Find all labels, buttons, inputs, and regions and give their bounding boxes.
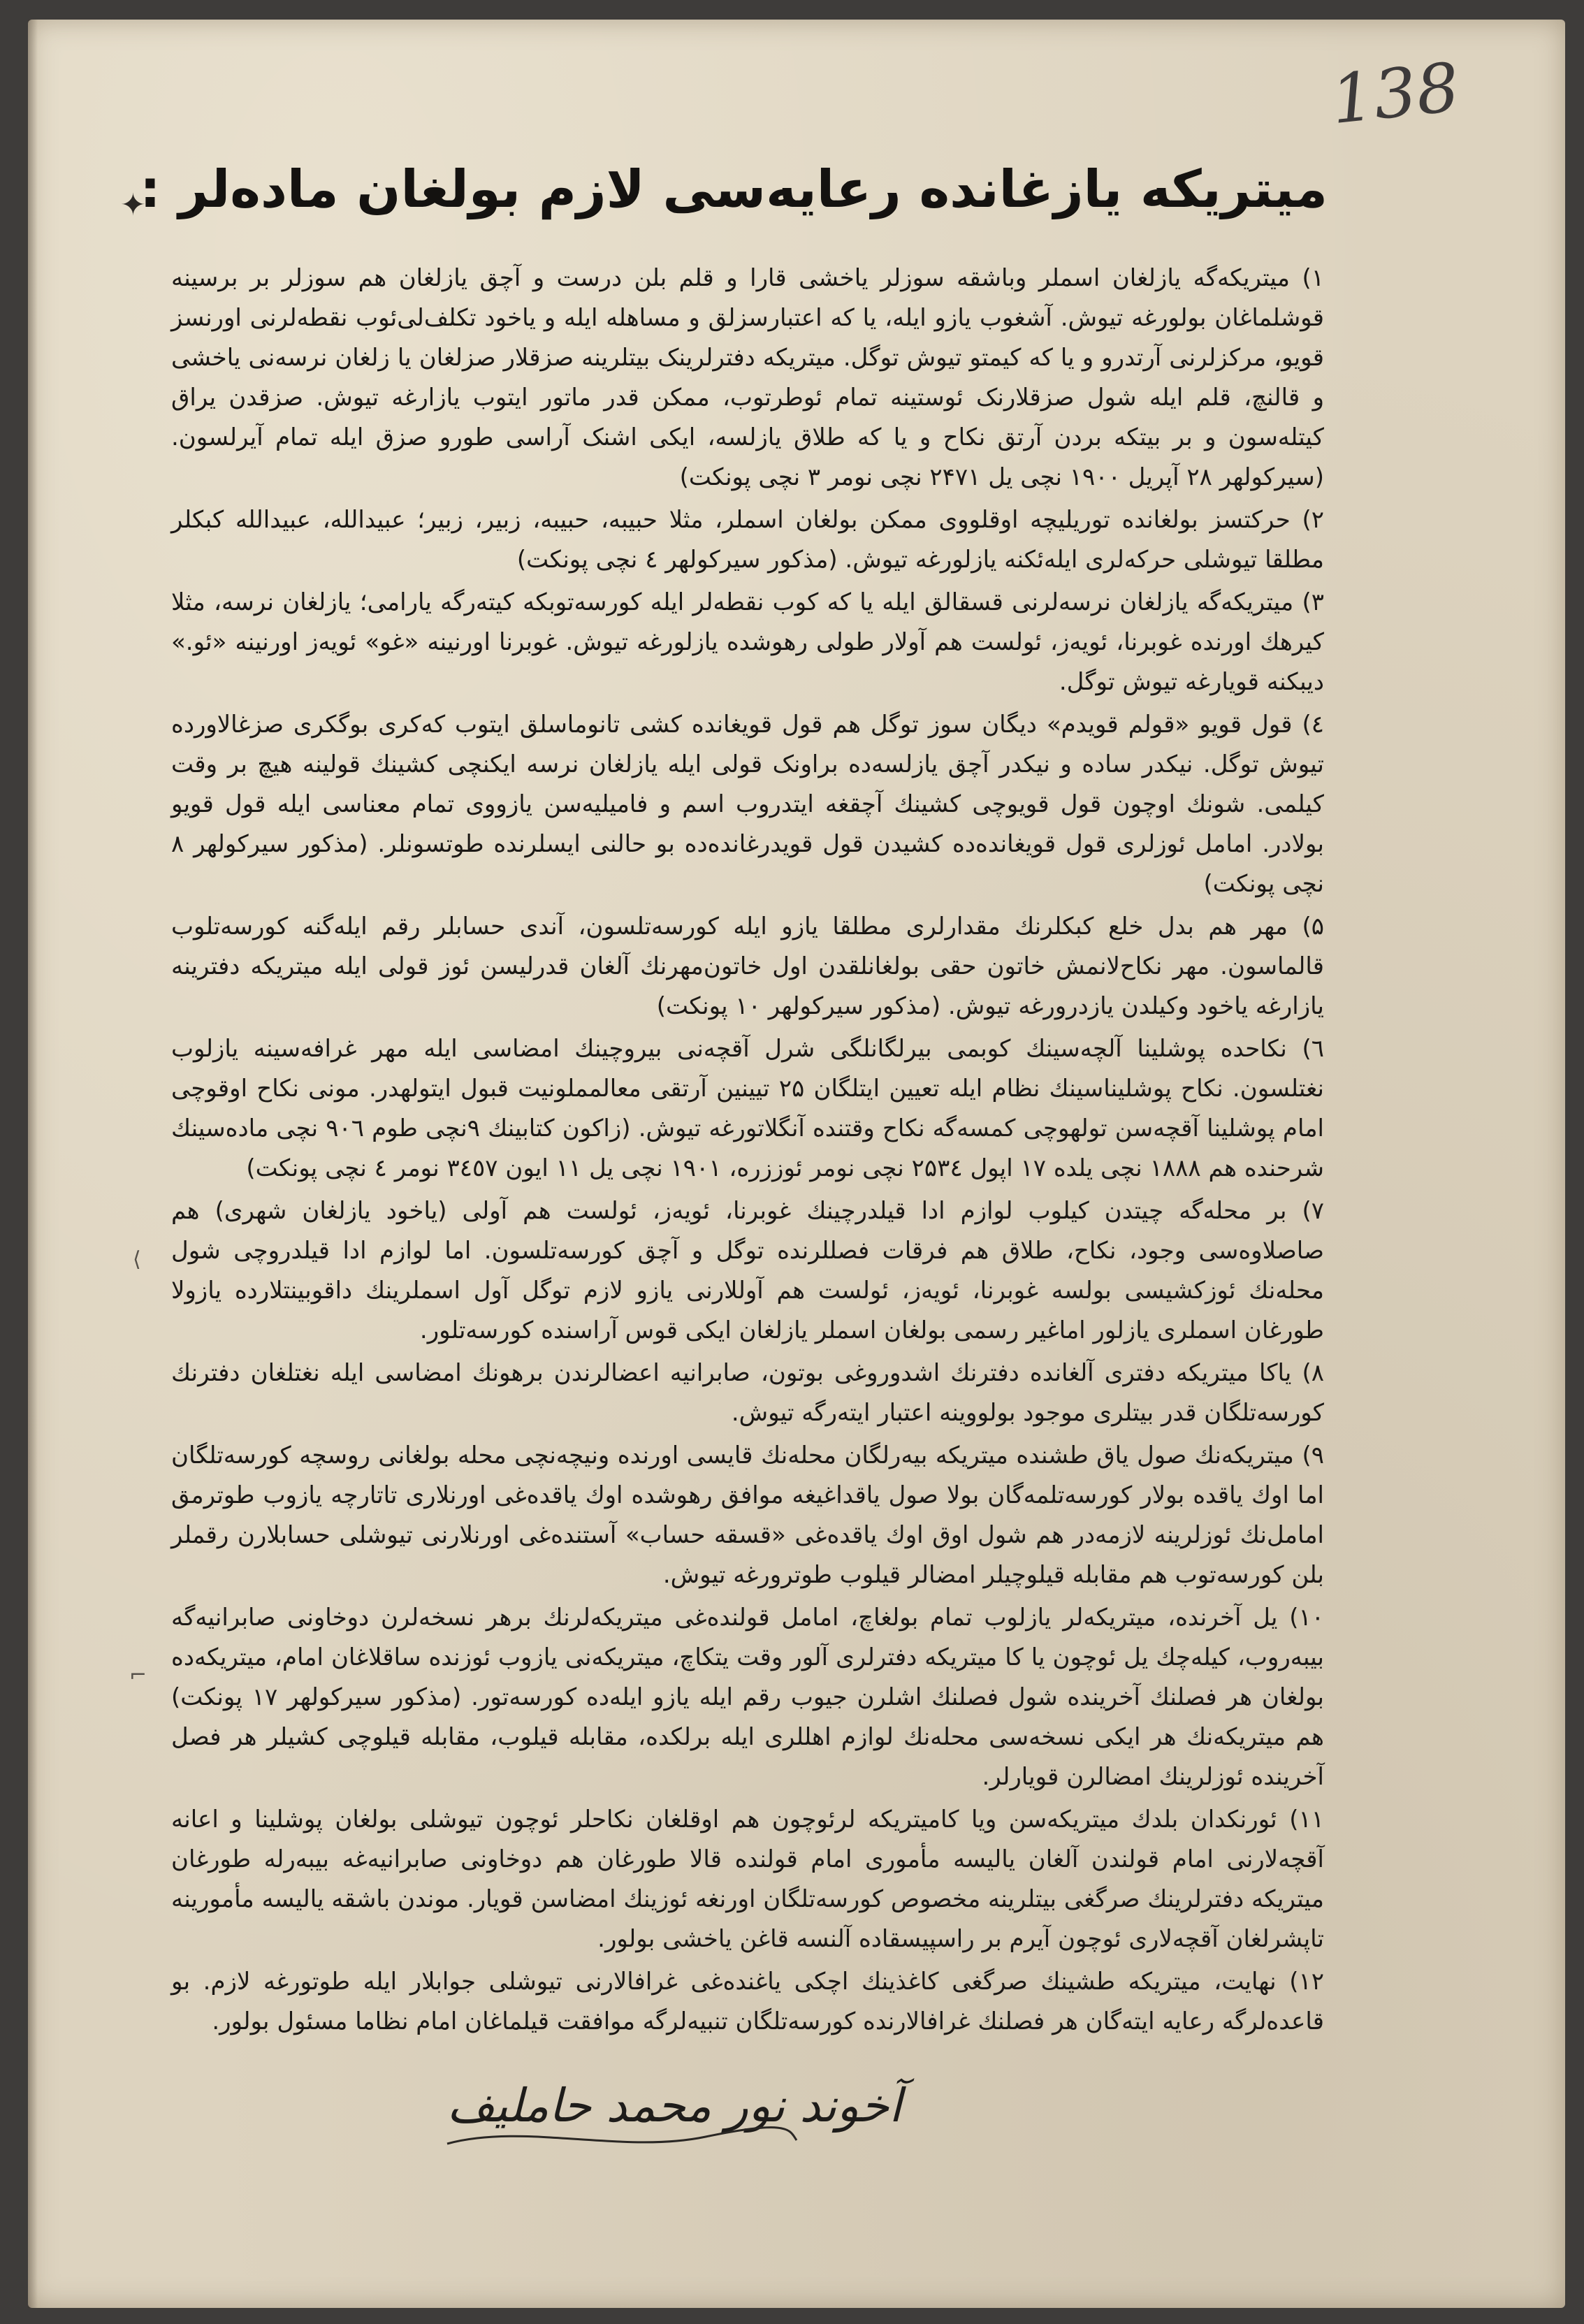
signature-flourish — [440, 2116, 804, 2158]
paragraph-2: ۲) حرکتسز بولغانده توریلیچه اوقلووی ممکن بولغان اسملر، مثلا حبیبه، حبیبه، زبیر، زبیر؛ عبیدالله، عبیدالله کبکلر مطلقا تیوشلی حرکه‌لری ایله‌ئکنه یازلورغه تیوش. (مذکور سیرکولهر ٤ نچی پونکت) — [171, 506, 1324, 574]
page-binding-shadow — [28, 20, 38, 2308]
paragraph-3: ۳) میتریکه‌گه یازلغان نرسه‌لرنی قسقالق ایله یا که کوب نقطه‌لر ایله کورسه‌توبکه کیته‌رگه یارامی؛ یازلغان نرسه، مثلا کیرهك اورنده غوبرنا، ئویه‌ز، ئولست هم آولار طولی رهوشده یازلورغه تیوش. غوبرنا اورنینه «غو» ئویه‌ز اورنینه «ئو.» دیبکنه قویارغه تیوش توگل. — [171, 588, 1324, 696]
paragraph-4: ٤) قول قویو «قولم قویدم» دیگان سوز توگل هم قول قویغانده کشی تانوماسلق ایتوب که‌کری بوگکری صزغالاورده تیوش توگل. نیکدر ساده و نیکدر آچق یازلسه‌ده براونک قولی ایله یازلغان نرسه ایکنچی کشینك قولینه هیچ بر وقت کیلمی. شونك اوچون قول قویوچی کشینك آچقغه ایتدروب اسم و فامیلیه‌سن یازووی تمام معناسی ایله قول قویو بولادر. امامل ئوزلری قول قویغانده‌ده کشیدن قول قویدرغانده‌ده بو حالنی ایسلرنده طوتسونلر. (مذکور سیرکولهر ۸ نچی پونکت) — [171, 711, 1324, 898]
title-margin-mark: ✦ — [120, 187, 146, 223]
paragraph-7: ۷) بر محله‌گه چیتدن کیلوب لوازم ادا قیلدرچینك غوبرنا، ئویه‌ز، ئولست هم آولی (یاخود یازلغان شهری) هم صاصلاوه‌سی وجود، نکاح، طلاق هم فرقات فصللرنده توگل و آچق کورسه‌تلسون. اما لوازم ادا قیلدروچی شول محله‌نك ئوزکشیسی بولسه غوبرنا، ئویه‌ز، ئولست هم آوللارنی یازو لازم توگل آول اسملرینك داقوبینتلارده یازولا طورغان اسملری یازلور اماغیر رسمی بولغان اسملر یازلغان ایکی قوس آراسنده کورسه‌تلور. — [171, 1197, 1324, 1344]
document-title: میتریکه یازغانده رعایه‌سی لازم بولغان ماده‌لر : — [140, 159, 1328, 219]
paragraph-9: ۹) میتریکه‌نك صول یاق طشنده میتریکه بیه‌رلگان محله‌نك قایسی اورنده ونیچه‌نچی محله بولغانی روسچه کورسه‌تلگان اما اوك یاقده بولار کورسه‌تلمه‌گان بولا صول یاقداغیغه موافق رهوشده اوك یاقده‌غی اورنلاری تاتارچه یازوب طوترمق امامل‌نك ئوزلرینه لازمه‌در هم شول اوق اوك یاقده‌غی «قسقه حساب» آستنده‌غی اورنلارنی تیوشلی حسابلارن رقملر بلن کورسه‌توب هم مقابله قیلوچیلر امضالر قیلوب طوترورغه تیوش. — [171, 1441, 1324, 1589]
paragraph-12: ۱۲) نهایت، میتریکه طشینك صرگغی کاغذینك اچکی یاغنده‌غی غرافالارنی تیوشلی جوابلار ایله طوتورغه لازم. بو قاعده‌لرگه رعایه ایته‌گان هر فصلنك غرافالارنده کورسه‌تلگان تنبیه‌لرگه موافقت قیلماغان امام نظاما مسئول بولور. — [171, 1968, 1324, 2035]
paragraph-11: ۱۱) ئورنکدان بلدك میتریکه‌سن ویا کامیتریکه لرئوچون هم اوقلغان نکاحلر ئوچون تیوشلی بولغان پوشلینا و اعانه آقچه‌لارنی امام قولندن آلغان یالیسه مأموری امام قولنده قالا طورغان هم دوخاونی صابرانیه‌غه بیبه‌رله طورغان میتریکه دفترلرینك صرگغی بیتلرینه مخصوص کورسه‌تلگان اورنغه ئوزینك امضاسن قویار. موندن باشقه یالیسه مأمورینه تاپشرلغان آقچه‌لاری ئوچون آیرم بر راسپیسقاده آلنسه قاغن یاخشی بولور. — [171, 1806, 1324, 1953]
margin-bracket-mark: ⟨ — [133, 1247, 141, 1272]
paragraph-1: ۱) میتریکه‌گه یازلغان اسملر وباشقه سوزلر یاخشی قارا و قلم بلن درست و آچق یازلغان هم سوزلر بر برسینه قوشلماغان بولورغه تیوش. آشغوب یازو ایله، یا که اعتبارسزلق و مساهله ایله و یاخود تکلف‌لی‌ئوب نقطه‌لرنی اورنسز قویو، مرکزلرنی آرتدرو و یا که کیمتو تیوش توگل. میتریکه دفترلرینک بیتلرینه صزقلار صزلغان یا زلغان نرسه‌نی یاخشی و قالنچ، قلم ایله شول صزقلارنک ئوستینه تمام ئوطرتوب، ممکن قدر ماتور ایتوب یازارغه تیوش. صزقدن یراق کیتله‌سون و بر بیتکه بردن آرتق نکاح و یا که طلاق یازلسه، ایکی اشنک آراسی طورو صزق ایله تمام آیرلسون. (سیرکولهر ۲۸ آپریل ۱۹۰۰ نچی یل ۲۴۷۱ نچی نومر ۳ نچی پونکت) — [171, 264, 1324, 491]
paragraph-6: ٦) نکاحده پوشلینا آلچه‌سینك کوبمی بیرلگانلگی شرل آقچه‌نی بیروچینك امضاسی ایله مهر غرافه‌سینه یازلوب نغتلسون. نکاح پوشلیناسینك نظام ایله تعیین ایتلگان ۲۵ تیینین آرتقی معالمملونیت قبول ایتولهدر. مونی نکاح اوقوچی امام پوشلینا آقچه‌سن تولهوچی کمسه‌گه نکاح وقتنده آنگلاتورغه تیوش. (زاکون کتابینك ۹نچی طوم ۹۰٦ نچی ماده‌سینك شرحنده هم ۱۸۸۸ نچی یلده ۱۷ اپول ۲۵۳٤ نچی نومر ئوززره، ۱۹۰۱ نچی یل ۱۱ ایون ۳٤٥۷ نومر ٤ نچی پونکت) — [171, 1035, 1324, 1182]
paragraph-5: ۵) مهر هم بدل خلع کبکلرنك مقدارلری مطلقا یازو ایله کورسه‌تلسون، آندی حسابلر رقم ایله‌گنه کورسه‌تلوب قالماسون. مهر نکاح‌لانمش خاتون حقی بولغانلقدن اول خاتون‌مهرنك آلغان قدرلیسن ئوز قولی ایله میتریکه دفترینه یازارغه یاخود وکیلدن یازدرورغه تیوش. (مذکور سیرکولهر ۱۰ پونکت) — [171, 913, 1324, 1020]
paragraph-8: ۸) یاکا میتریکه دفتری آلغانده دفترنك اشدوروغی بوتون، صابرانیه اعضالرندن برهونك امضاسی ایله نغتلغان دفترنك کورسه‌تلگان قدر بیتلری موجود بولووینه اعتبار ایته‌رگه تیوش. — [171, 1359, 1324, 1427]
folio-number: 138 — [1327, 48, 1463, 140]
paragraph-10: ۱۰) یل آخرنده، میتریکه‌لر یازلوب تمام بولغاچ، امامل قولنده‌غی میتریکه‌لرنك برهر نسخه‌لرن دوخاونی صابرانیه‌گه بیبه‌روب، کیله‌چك یل ئوچون یا کا میتریکه دفترلری آلور وقت یتکاچ، میتریکه‌نی یازوب ئوزنده ساقلاغان امام، میتریکه‌ده بولغان هر فصلنك آخرینده شول فصلنك اشلرن جیوب رقم ایله یازو ایله‌ده کورسه‌تور. (مذکور سیرکولهر ۱۷ پونکت) هم میتریکه‌نك هر ایکی نسخه‌سی محله‌نك لوازم اهللری ایله برلکده، مقابله قیلوب، مقابله قیلوچی کشیلر هر فصل آخرینده ئوزلرینك امضالرن قویارلر. — [171, 1604, 1324, 1791]
handwritten-signature: آخوند نور محمد حاملیف — [447, 2079, 902, 2133]
document-body — [171, 259, 1324, 2045]
margin-tick-mark: ⌐ — [129, 1663, 147, 1687]
